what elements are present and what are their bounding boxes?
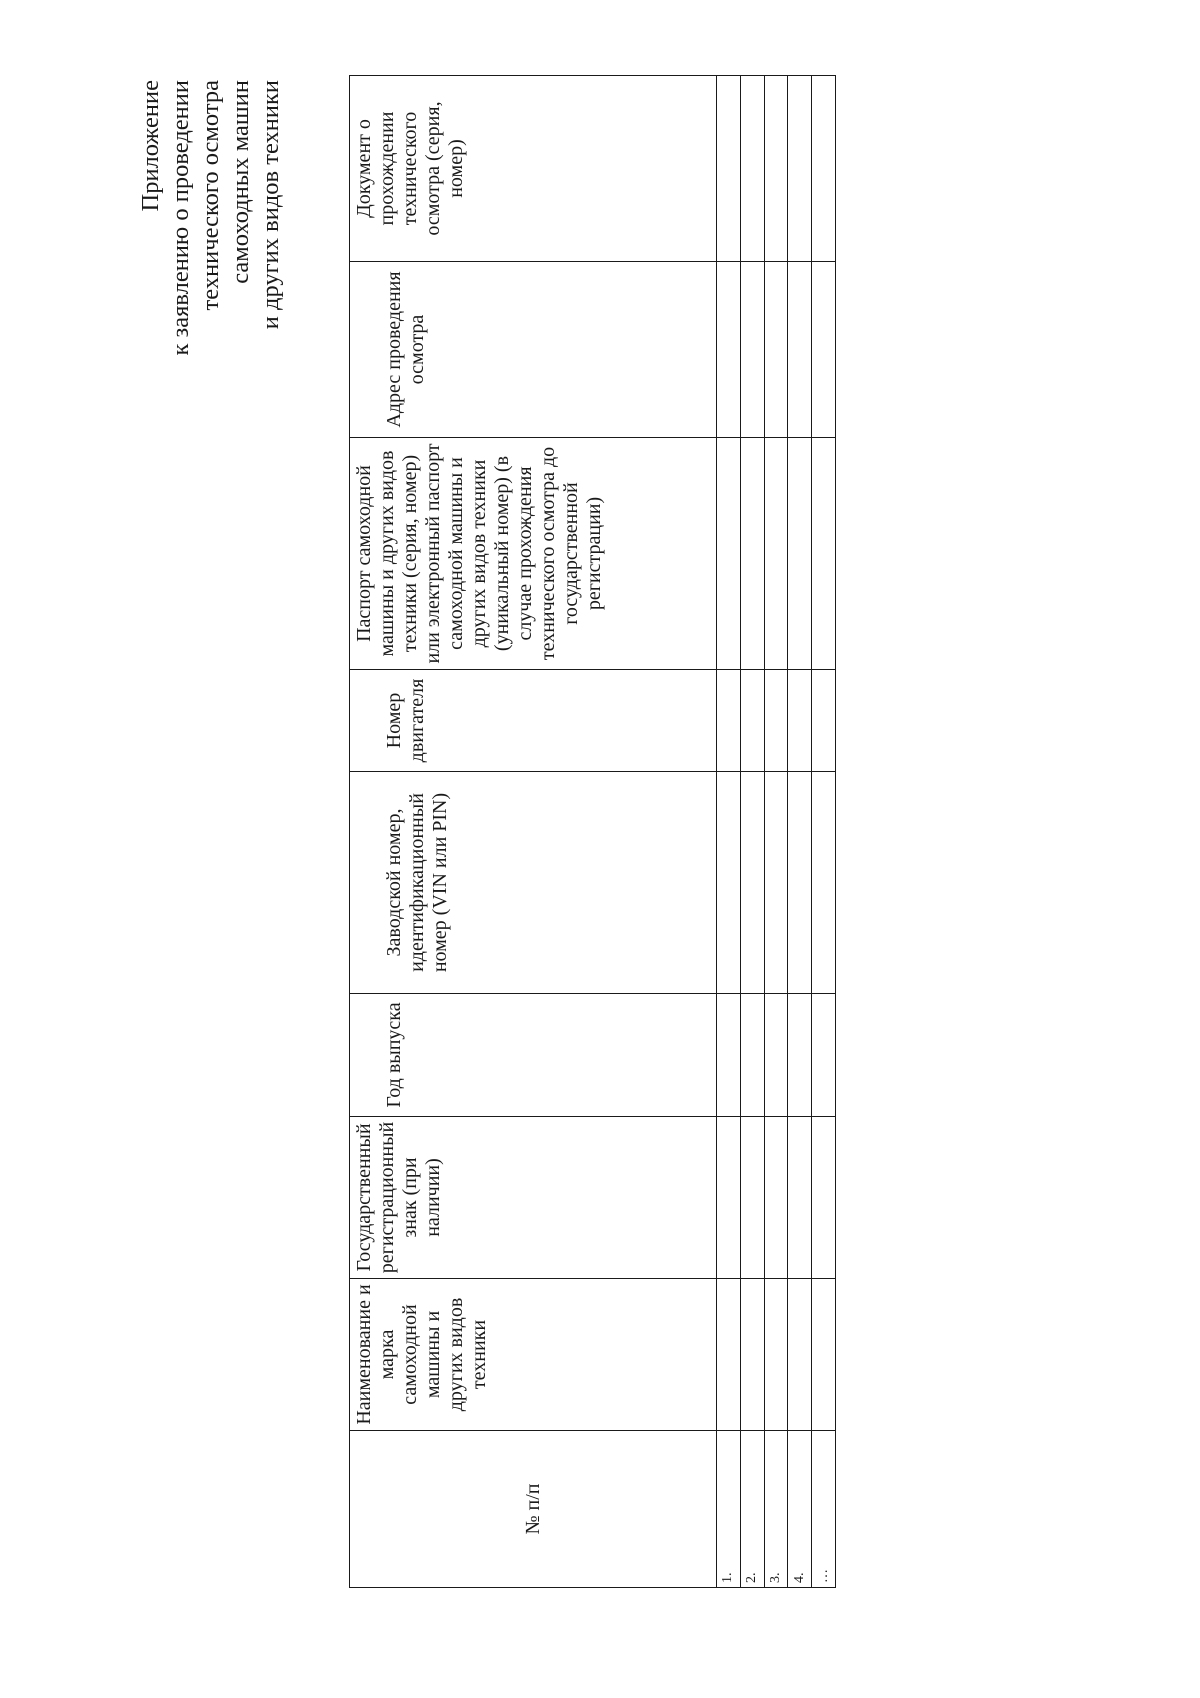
table-cell[interactable]: [717, 1117, 741, 1279]
col-header-engine-number: Номер двигателя: [350, 670, 717, 772]
table-cell[interactable]: [764, 438, 788, 670]
col-header-name-brand: Наименование и марка самоходной машины и других видов техники: [350, 1279, 717, 1431]
table-cell[interactable]: [812, 670, 836, 772]
table-cell[interactable]: [764, 772, 788, 994]
col-header-inspection-document: Документ о прохождении технического осмотра (серия, номер): [350, 76, 717, 262]
inspection-table-wrapper: [349, 75, 836, 1588]
table-cell[interactable]: [717, 772, 741, 994]
table-cell[interactable]: [788, 994, 812, 1117]
row-number: …: [812, 1431, 836, 1588]
table-cell[interactable]: [740, 262, 764, 438]
row-number: 2.: [740, 1431, 764, 1588]
table-cell[interactable]: [717, 262, 741, 438]
col-header-serial-vin: Заводской номер, идентификационный номер (VIN или PIN): [350, 772, 717, 994]
appendix-line: технического осмотра: [197, 80, 224, 311]
table-cell[interactable]: [788, 670, 812, 772]
table-cell[interactable]: [788, 438, 812, 670]
table-cell[interactable]: [812, 438, 836, 670]
inspection-table: [349, 75, 836, 1588]
table-cell[interactable]: [740, 670, 764, 772]
table-cell[interactable]: [764, 76, 788, 262]
table-cell[interactable]: [788, 1117, 812, 1279]
col-header-inspection-address: Адрес проведения осмотра: [350, 262, 717, 438]
appendix-line: и других видов техники: [257, 80, 284, 330]
appendix-line: самоходных машин: [227, 80, 254, 284]
col-header-number: № п/п: [350, 1431, 717, 1588]
table-cell[interactable]: [717, 994, 741, 1117]
appendix-line: к заявлению о проведении: [167, 80, 194, 356]
header-row: [350, 76, 717, 1588]
row-number: 1.: [717, 1431, 741, 1588]
table-cell[interactable]: [764, 670, 788, 772]
col-header-reg-sign: Государственный регистрационный знак (при наличии): [350, 1117, 717, 1279]
table-cell[interactable]: [717, 438, 741, 670]
table-cell[interactable]: [788, 262, 812, 438]
row-number: 4.: [788, 1431, 812, 1588]
table-row: [764, 76, 788, 1588]
table-cell[interactable]: [764, 994, 788, 1117]
table-cell[interactable]: [788, 772, 812, 994]
table-cell[interactable]: [764, 1279, 788, 1431]
table-cell[interactable]: [812, 772, 836, 994]
table-cell[interactable]: [740, 76, 764, 262]
table-cell[interactable]: [740, 1117, 764, 1279]
table-cell[interactable]: [788, 76, 812, 262]
col-header-year: Год выпуска: [350, 994, 717, 1117]
table-cell[interactable]: [740, 772, 764, 994]
table-cell[interactable]: [764, 1117, 788, 1279]
appendix-caption: [136, 80, 286, 380]
table-cell[interactable]: [764, 262, 788, 438]
table-row: [717, 76, 741, 1588]
table-cell[interactable]: [740, 1279, 764, 1431]
table-cell[interactable]: [788, 1279, 812, 1431]
appendix-title: Приложение: [137, 80, 164, 212]
table-cell[interactable]: [740, 438, 764, 670]
table-row: [740, 76, 764, 1588]
table-cell[interactable]: [812, 994, 836, 1117]
col-header-passport: Паспорт самоходной машины и других видов техники (серия, номер) или электронный паспорт самоходной машины и других видов техники (уникальный номер) (в случае прохождения технического осмотра до государственной регистрации): [350, 438, 717, 670]
table-cell[interactable]: [812, 76, 836, 262]
table-cell[interactable]: [717, 1279, 741, 1431]
table-row: [812, 76, 836, 1588]
table-cell[interactable]: [812, 262, 836, 438]
table-cell[interactable]: [812, 1117, 836, 1279]
row-number: 3.: [764, 1431, 788, 1588]
table-cell[interactable]: [717, 670, 741, 772]
table-cell[interactable]: [717, 76, 741, 262]
table-row: [788, 76, 812, 1588]
table-cell[interactable]: [740, 994, 764, 1117]
table-cell[interactable]: [812, 1279, 836, 1431]
